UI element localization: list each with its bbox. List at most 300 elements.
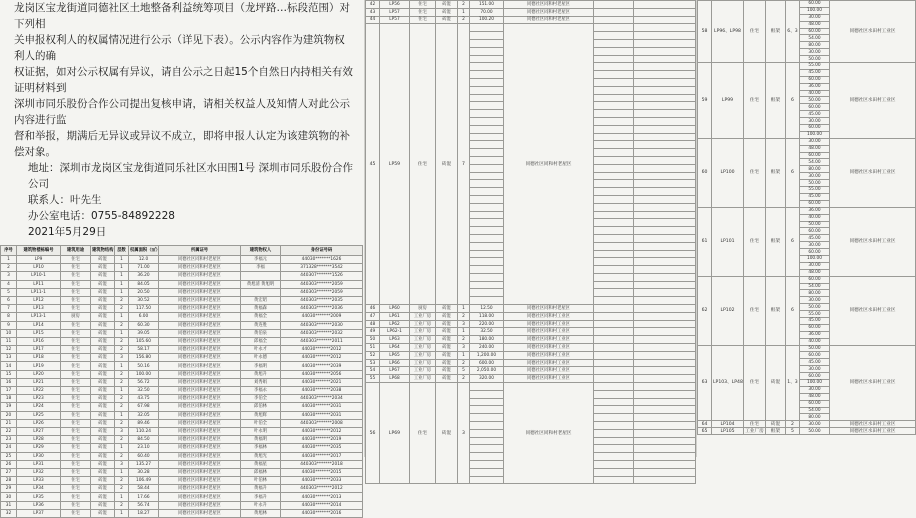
table-cell bbox=[634, 188, 696, 196]
table-cell bbox=[634, 406, 696, 414]
table-cell bbox=[594, 453, 634, 461]
table-cell: 住宅 bbox=[744, 276, 766, 345]
table-cell bbox=[470, 188, 504, 196]
table-cell: 60.00 bbox=[800, 352, 830, 359]
table-cell bbox=[634, 461, 696, 469]
table-cell: LP96、LP98 bbox=[712, 1, 744, 63]
table-cell: 同德社区同和村老屋区 bbox=[504, 16, 594, 24]
notice-line: 关申报权利人的权属情况进行公示（详见下表）。公示内容作为建筑物权利人的确 bbox=[14, 34, 345, 62]
table-cell: 同德社区同和村老屋区 bbox=[159, 313, 241, 321]
table-row bbox=[1, 288, 363, 296]
table-cell: 45.00 bbox=[800, 359, 830, 366]
table-cell: 118.00 bbox=[470, 312, 504, 320]
table-cell: 100.00 bbox=[800, 131, 830, 138]
table-cell: 2 bbox=[115, 452, 129, 460]
table-cell: LP20 bbox=[17, 370, 61, 378]
table-cell: 同德社区同和村工业区 bbox=[504, 351, 594, 359]
table-cell bbox=[634, 250, 696, 258]
table-row bbox=[1, 264, 363, 272]
table-cell bbox=[470, 414, 504, 422]
table-cell: 黄旭清 黄旭明 bbox=[241, 280, 281, 288]
table-row bbox=[1, 256, 363, 264]
table-cell bbox=[594, 219, 634, 227]
notice-page-right bbox=[696, 0, 915, 457]
table-cell bbox=[634, 211, 696, 219]
table-cell: 砖混 bbox=[91, 378, 115, 386]
table-cell bbox=[594, 55, 634, 63]
table-cell: 43 bbox=[366, 8, 380, 16]
table-cell: LP100 bbox=[712, 138, 744, 207]
table-cell: 住宅 bbox=[61, 403, 91, 411]
table-cell: 44030*******2012 bbox=[281, 427, 363, 435]
table-cell bbox=[470, 55, 504, 63]
table-cell: 1 bbox=[115, 411, 129, 419]
table-row bbox=[1, 411, 363, 419]
table-cell: 1 bbox=[115, 509, 129, 517]
table-cell: 1 bbox=[115, 493, 129, 501]
table-cell: 同德社区同和村老屋区 bbox=[159, 387, 241, 395]
table-cell: LP33 bbox=[17, 477, 61, 485]
table-cell bbox=[634, 55, 696, 63]
table-cell: LP18 bbox=[17, 354, 61, 362]
table-cell: 2 bbox=[115, 395, 129, 403]
table-cell bbox=[470, 117, 504, 125]
table-cell: 住宅 bbox=[61, 444, 91, 452]
table-cell: 60 bbox=[698, 138, 712, 207]
table-cell: 住宅 bbox=[61, 477, 91, 485]
notice-text bbox=[0, 0, 362, 240]
table-cell: 54.00 bbox=[800, 283, 830, 290]
table-cell: 100.20 bbox=[470, 16, 504, 24]
table-row bbox=[366, 8, 696, 16]
table-cell bbox=[594, 351, 634, 359]
table-cell: 框架 bbox=[766, 1, 786, 63]
table-cell: 住宅 bbox=[410, 1, 436, 9]
table-cell: 6.00 bbox=[129, 313, 159, 321]
table-row bbox=[698, 63, 916, 70]
table-cell: 1 bbox=[115, 329, 129, 337]
table-cell: 同德社区水田村工业区 bbox=[830, 207, 916, 276]
table-cell: 砖混 bbox=[436, 367, 458, 375]
table-cell bbox=[470, 63, 504, 71]
table-cell bbox=[470, 94, 504, 102]
table-cell bbox=[594, 125, 634, 133]
table-cell: 44030*******2017 bbox=[281, 452, 363, 460]
table-cell bbox=[470, 297, 504, 305]
table-cell: 砖混 bbox=[91, 256, 115, 264]
table-cell: 20.50 bbox=[129, 288, 159, 296]
table-cell: 50.00 bbox=[800, 180, 830, 187]
table-cell: 30.00 bbox=[800, 421, 830, 428]
table-cell bbox=[634, 110, 696, 118]
table-cell: 60.00 bbox=[800, 200, 830, 207]
table-cell: 框架 bbox=[766, 63, 786, 139]
table-cell: 工业厂房 bbox=[410, 344, 436, 352]
table-cell bbox=[470, 468, 504, 476]
table-cell: 砖混 bbox=[91, 370, 115, 378]
table-cell: LP104 bbox=[712, 421, 744, 428]
table-row bbox=[1, 509, 363, 517]
table-cell: 42 bbox=[366, 1, 380, 9]
table-cell: 84.50 bbox=[129, 436, 159, 444]
table-cell: 46 bbox=[366, 305, 380, 313]
table-cell: 同德社区同和村老屋区 bbox=[504, 8, 594, 16]
table-cell: 砖混 bbox=[436, 305, 458, 313]
table-cell: 2 bbox=[1, 264, 17, 272]
table-cell bbox=[470, 172, 504, 180]
table-cell: 53 bbox=[366, 359, 380, 367]
table-cell: 39.05 bbox=[129, 329, 159, 337]
table-cell bbox=[634, 429, 696, 437]
table-cell: 6 bbox=[786, 207, 800, 276]
table-row bbox=[366, 328, 696, 336]
table-cell bbox=[594, 211, 634, 219]
table-cell bbox=[634, 133, 696, 141]
table-cell: 砖混 bbox=[91, 436, 115, 444]
table-cell: 19 bbox=[1, 403, 17, 411]
table-cell: 29 bbox=[1, 485, 17, 493]
table-cell bbox=[634, 234, 696, 242]
table-cell: LP23 bbox=[17, 395, 61, 403]
table-cell bbox=[594, 234, 634, 242]
table-cell: 黄福明 bbox=[241, 436, 281, 444]
table-cell: LP27 bbox=[17, 427, 61, 435]
table-cell: 48.00 bbox=[800, 393, 830, 400]
table-cell: 砖混 bbox=[91, 468, 115, 476]
table-cell bbox=[634, 195, 696, 203]
table-cell bbox=[594, 47, 634, 55]
table-cell bbox=[470, 219, 504, 227]
table-cell bbox=[634, 414, 696, 422]
table-cell: 住宅 bbox=[61, 436, 91, 444]
table-cell: 叶永明 bbox=[241, 427, 281, 435]
table-cell: 48.00 bbox=[800, 145, 830, 152]
table-cell: 2 bbox=[458, 312, 470, 320]
table-cell: 6、3 bbox=[786, 1, 800, 63]
table-cell: 住宅 bbox=[744, 345, 766, 421]
table-row bbox=[698, 421, 916, 428]
table-cell: LP37 bbox=[17, 509, 61, 517]
table-cell bbox=[470, 141, 504, 149]
table-cell: 2 bbox=[115, 321, 129, 329]
table-cell: 60.00 bbox=[800, 276, 830, 283]
table-cell: LP13-1 bbox=[17, 313, 61, 321]
table-cell: 同德社区同和村老屋区 bbox=[159, 493, 241, 501]
column-header: 层数 bbox=[115, 246, 129, 256]
table-cell bbox=[594, 383, 634, 391]
table-cell: 43.75 bbox=[129, 395, 159, 403]
table-cell bbox=[470, 149, 504, 157]
table-cell bbox=[470, 110, 504, 118]
table-cell: 60.00 bbox=[800, 228, 830, 235]
table-cell: 工业厂房 bbox=[745, 428, 764, 434]
table-cell: 砖混 bbox=[91, 313, 115, 321]
table-cell: 同德社区同和村老屋区 bbox=[159, 485, 241, 493]
table-cell: LP21 bbox=[17, 378, 61, 386]
table-cell bbox=[470, 273, 504, 281]
table-cell bbox=[634, 312, 696, 320]
table-cell: 住宅 bbox=[61, 370, 91, 378]
table-cell bbox=[470, 71, 504, 79]
table-cell: 1 bbox=[115, 468, 129, 476]
table-cell: LP36 bbox=[17, 501, 61, 509]
table-cell: 5 bbox=[786, 428, 800, 435]
table-cell bbox=[634, 390, 696, 398]
table-cell bbox=[470, 258, 504, 266]
table-cell: 工业厂房 bbox=[410, 336, 436, 344]
table-cell: LP64 bbox=[380, 344, 410, 352]
table-cell bbox=[634, 398, 696, 406]
table-cell: 30.00 bbox=[800, 242, 830, 249]
table-cell bbox=[470, 180, 504, 188]
table-cell bbox=[634, 24, 696, 32]
table-row bbox=[1, 378, 363, 386]
table-cell: 1 bbox=[115, 256, 129, 264]
table-cell bbox=[241, 288, 281, 296]
table-cell: 4 bbox=[1, 280, 17, 288]
table-cell: LP56 bbox=[380, 1, 410, 9]
table-cell: 同德社区同和村老屋区 bbox=[159, 378, 241, 386]
table-cell: 30.00 bbox=[800, 297, 830, 304]
table-cell bbox=[634, 328, 696, 336]
table-cell: 31 bbox=[1, 501, 17, 509]
table-cell: 40.00 bbox=[800, 214, 830, 221]
table-cell: 2 bbox=[786, 421, 800, 428]
table-cell: 6 bbox=[786, 276, 800, 345]
table-row bbox=[366, 1, 696, 9]
table-cell: 6 bbox=[786, 138, 800, 207]
table-cell: 371328*******3542 bbox=[281, 264, 363, 272]
table-cell: 60.00 bbox=[800, 1, 830, 8]
table-cell bbox=[470, 195, 504, 203]
table-cell bbox=[634, 16, 696, 24]
table-cell: 1 bbox=[458, 305, 470, 313]
table-cell bbox=[470, 203, 504, 211]
table-cell: 住宅 bbox=[61, 288, 91, 296]
table-cell: 40.00 bbox=[800, 338, 830, 345]
table-cell bbox=[634, 305, 696, 313]
table-cell: 砖混 bbox=[91, 305, 115, 313]
table-cell bbox=[634, 1, 696, 9]
table-cell: LP103、LP48 bbox=[712, 345, 744, 421]
table-cell: 49 bbox=[366, 328, 380, 336]
table-cell: 同德社区同和村老屋区 bbox=[159, 436, 241, 444]
table-cell: 李福明 bbox=[241, 362, 281, 370]
table-cell: 151.00 bbox=[470, 1, 504, 9]
table-cell: 1 bbox=[115, 264, 129, 272]
table-cell: 440307*******1526 bbox=[281, 272, 363, 280]
table-cell: 住宅 bbox=[61, 280, 91, 288]
table-cell: 砖混 bbox=[436, 320, 458, 328]
table-cell: 58.17 bbox=[129, 346, 159, 354]
table-cell bbox=[470, 390, 504, 398]
table-cell: 27 bbox=[1, 468, 17, 476]
table-cell: 44030*******2035 bbox=[281, 444, 363, 452]
table-cell: 56.74 bbox=[129, 501, 159, 509]
table-cell: 住宅 bbox=[61, 354, 91, 362]
table-cell: LP65 bbox=[380, 351, 410, 359]
table-cell: 30.52 bbox=[129, 296, 159, 304]
table-cell bbox=[470, 227, 504, 235]
table-cell: 砖混 bbox=[436, 375, 458, 383]
table-cell: 40.00 bbox=[800, 90, 830, 97]
table-cell: 同德社区同和村老屋区 bbox=[159, 272, 241, 280]
table-cell bbox=[470, 133, 504, 141]
table-cell bbox=[634, 242, 696, 250]
table-cell: 同德社区水田村工业区 bbox=[830, 1, 916, 63]
table-cell bbox=[594, 172, 634, 180]
table-cell: 110.24 bbox=[129, 427, 159, 435]
table-cell: 住宅 bbox=[61, 296, 91, 304]
table-cell bbox=[634, 258, 696, 266]
table-cell bbox=[594, 195, 634, 203]
table-cell: 440303*******2018 bbox=[281, 460, 363, 468]
table-cell: 440303*******2035 bbox=[281, 296, 363, 304]
table-cell bbox=[634, 336, 696, 344]
table-cell bbox=[594, 336, 634, 344]
table-row bbox=[1, 313, 363, 321]
table-cell: 同德社区同和村工业区 bbox=[504, 312, 594, 320]
table-cell: 12.50 bbox=[470, 305, 504, 313]
table-cell: 住宅 bbox=[744, 138, 766, 207]
table-cell: 80.00 bbox=[800, 290, 830, 297]
table-cell: 36.20 bbox=[129, 272, 159, 280]
table-cell bbox=[470, 453, 504, 461]
table-row bbox=[1, 427, 363, 435]
table-cell: 同德社区同和村老屋区 bbox=[159, 452, 241, 460]
table-cell bbox=[594, 71, 634, 79]
table-cell: 600.00 bbox=[470, 359, 504, 367]
table-cell bbox=[594, 164, 634, 172]
table-cell: 黄旭林 bbox=[241, 509, 281, 517]
table-cell bbox=[594, 273, 634, 281]
table-cell: 砖混 bbox=[91, 288, 115, 296]
ownership-table-right bbox=[697, 0, 916, 435]
table-cell: 440303*******2032 bbox=[281, 329, 363, 337]
table-cell bbox=[594, 445, 634, 453]
table-cell: 2 bbox=[458, 1, 470, 9]
table-cell: 同德社区同和村老屋区 bbox=[159, 509, 241, 517]
table-cell bbox=[594, 437, 634, 445]
table-cell: 50.00 bbox=[800, 56, 830, 63]
table-cell: 26 bbox=[1, 460, 17, 468]
table-cell bbox=[470, 47, 504, 55]
table-cell bbox=[470, 383, 504, 391]
table-cell: 黄福升 bbox=[241, 485, 281, 493]
table-cell bbox=[634, 297, 696, 305]
table-cell: 54.00 bbox=[800, 407, 830, 414]
table-cell: 2 bbox=[458, 16, 470, 24]
table-cell: 44030*******2012 bbox=[281, 346, 363, 354]
table-cell: 砖混 bbox=[91, 444, 115, 452]
table-cell bbox=[594, 320, 634, 328]
table-cell: 440303*******2012 bbox=[281, 485, 363, 493]
table-cell: 同德社区同和村老屋区 bbox=[159, 362, 241, 370]
table-cell bbox=[634, 422, 696, 430]
table-cell: 同德社区同和村老屋区 bbox=[159, 337, 241, 345]
table-cell: 44030*******2038 bbox=[281, 387, 363, 395]
table-cell bbox=[470, 211, 504, 219]
table-cell: 住宅 bbox=[410, 24, 436, 305]
table-row bbox=[1, 346, 363, 354]
table-cell: 18 bbox=[1, 395, 17, 403]
table-cell: 32.50 bbox=[470, 328, 504, 336]
table-cell: 框架 bbox=[766, 207, 786, 276]
table-cell: 框架 bbox=[766, 428, 786, 435]
table-row bbox=[1, 395, 363, 403]
table-cell bbox=[634, 94, 696, 102]
table-cell: 44030*******2016 bbox=[281, 509, 363, 517]
table-cell: 同德社区水田村工业区 bbox=[830, 421, 916, 428]
table-cell: 砖混 bbox=[91, 419, 115, 427]
table-cell: 住宅 bbox=[744, 1, 766, 63]
table-cell: 44 bbox=[366, 16, 380, 24]
table-cell: 框架 bbox=[766, 138, 786, 207]
table-cell: 45 bbox=[366, 24, 380, 305]
table-cell: 52 bbox=[366, 351, 380, 359]
table-cell: 30 bbox=[1, 493, 17, 501]
table-cell bbox=[634, 266, 696, 274]
table-cell: 1 bbox=[115, 280, 129, 288]
table-cell bbox=[634, 281, 696, 289]
table-row bbox=[1, 493, 363, 501]
table-cell: 1 bbox=[115, 362, 129, 370]
table-cell: 砖混 bbox=[766, 421, 786, 428]
table-cell: LP12 bbox=[17, 296, 61, 304]
table-cell bbox=[470, 281, 504, 289]
table-cell bbox=[594, 8, 634, 16]
table-cell: 砖混 bbox=[91, 460, 115, 468]
table-cell: 45.00 bbox=[800, 111, 830, 118]
table-cell: 黄连胜 bbox=[241, 321, 281, 329]
table-cell bbox=[594, 250, 634, 258]
table-cell: 30.00 bbox=[800, 118, 830, 125]
table-cell bbox=[470, 102, 504, 110]
table-cell bbox=[470, 398, 504, 406]
table-cell: 砖混 bbox=[91, 411, 115, 419]
table-cell: 117.50 bbox=[129, 305, 159, 313]
table-cell: 黄伯泉 bbox=[241, 329, 281, 337]
table-cell: LP69 bbox=[380, 383, 410, 484]
table-cell: 叶伯林 bbox=[241, 477, 281, 485]
table-cell bbox=[634, 359, 696, 367]
table-cell bbox=[594, 367, 634, 375]
table-cell: 32.50 bbox=[129, 387, 159, 395]
table-cell: 440303*******2034 bbox=[281, 395, 363, 403]
table-cell bbox=[634, 8, 696, 16]
table-cell: 1 bbox=[115, 444, 129, 452]
table-cell: 44030*******2019 bbox=[281, 436, 363, 444]
table-cell bbox=[594, 32, 634, 40]
table-cell bbox=[594, 16, 634, 24]
table-row bbox=[366, 312, 696, 320]
table-cell: 24 bbox=[1, 444, 17, 452]
table-cell: 67.98 bbox=[129, 403, 159, 411]
table-cell: 工业厂房 bbox=[410, 359, 436, 367]
table-cell bbox=[470, 234, 504, 242]
table-cell: 同德社区同和村老屋区 bbox=[159, 427, 241, 435]
table-cell bbox=[241, 272, 281, 280]
table-row bbox=[1, 387, 363, 395]
table-cell: 同德社区同和村老屋区 bbox=[159, 403, 241, 411]
table-cell: 砖混 bbox=[91, 403, 115, 411]
table-cell: 2,050.00 bbox=[470, 367, 504, 375]
table-cell: 220.00 bbox=[470, 320, 504, 328]
table-cell bbox=[634, 117, 696, 125]
table-cell: 砖混 bbox=[91, 264, 115, 272]
table-cell bbox=[470, 242, 504, 250]
table-cell: 邱福全 bbox=[241, 337, 281, 345]
